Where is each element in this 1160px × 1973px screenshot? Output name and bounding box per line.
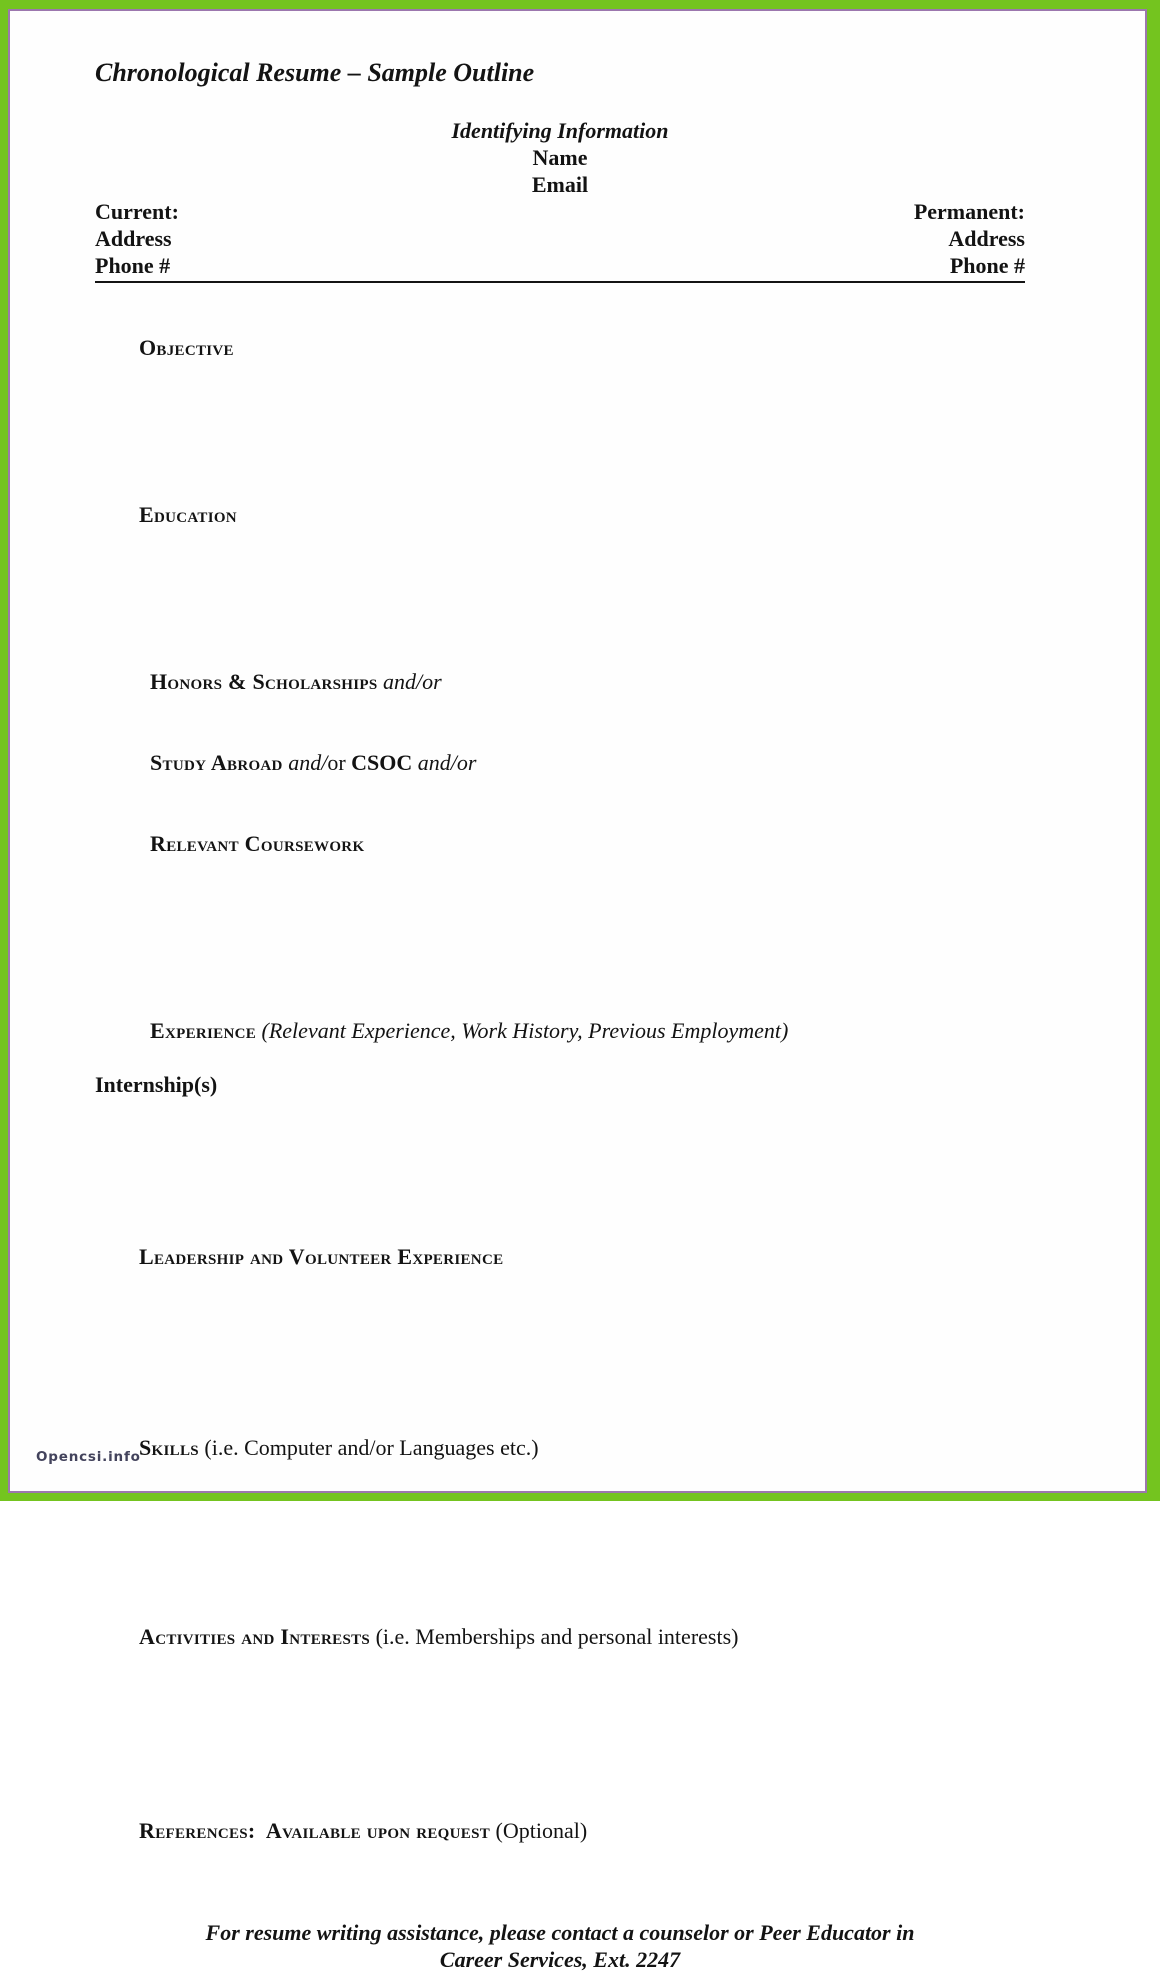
honors-line-1 xyxy=(95,641,1025,722)
study-abroad-heading: Study Abroad xyxy=(150,750,283,775)
relevant-coursework-heading: Relevant Coursework xyxy=(150,831,365,856)
study-abroad-and-slash: and/ xyxy=(282,750,328,775)
permanent-label: Permanent: xyxy=(913,199,1025,224)
permanent-phone-label: Phone # xyxy=(949,253,1025,278)
study-abroad-or: or xyxy=(327,750,346,775)
current-label: Current: xyxy=(95,199,179,224)
address-row xyxy=(95,198,1025,279)
objective-heading: Objective xyxy=(139,335,234,360)
experience-line xyxy=(95,990,1025,1071)
section-education xyxy=(95,474,1025,555)
leadership-heading: Leadership and Volunteer Experience xyxy=(139,1244,504,1269)
skills-heading: Skills xyxy=(139,1435,199,1460)
section-activities xyxy=(95,1596,1025,1677)
header-divider-rule xyxy=(95,281,1025,283)
available-upon-request-text: Available upon request xyxy=(255,1818,491,1843)
activities-heading: Activities and Interests xyxy=(139,1624,371,1649)
references-optional-text: (Optional) xyxy=(490,1818,588,1843)
honors-line-3 xyxy=(95,803,1025,884)
references-heading: References: xyxy=(139,1818,256,1843)
page-title: Chronological Resume – Sample Outline xyxy=(95,58,535,87)
document-page xyxy=(8,9,1147,1972)
current-address-label: Address xyxy=(95,226,172,251)
watermark-text: Opencsi.info xyxy=(36,1449,141,1465)
education-heading: Education xyxy=(139,502,237,527)
name-label: Name xyxy=(532,145,588,170)
activities-parenthetical: (i.e. Memberships and personal interests) xyxy=(370,1624,739,1649)
section-references xyxy=(95,1790,1025,1871)
current-address-block xyxy=(95,198,179,279)
honors-scholarships-heading: Honors & Scholarships xyxy=(150,669,378,694)
csoc-andor: and/or xyxy=(412,750,477,775)
footer-line-2: Career Services, Ext. 2247 xyxy=(439,1947,681,1972)
experience-parenthetical: (Relevant Experience, Work History, Previous Employment) xyxy=(256,1018,789,1043)
internships-label: Internship(s) xyxy=(95,1072,218,1097)
honors-andor-1: and/or xyxy=(377,669,442,694)
skills-parenthetical: (i.e. Computer and/or Languages etc.) xyxy=(198,1435,539,1460)
section-honors xyxy=(95,641,1025,884)
footer-line-1: For resume writing assistance, please contact a counselor or Peer Educator in xyxy=(205,1920,915,1945)
section-objective xyxy=(95,307,1025,388)
document-content xyxy=(10,57,1145,1973)
permanent-address-label: Address xyxy=(948,226,1025,251)
section-experience xyxy=(95,990,1025,1098)
csoc-heading: CSOC xyxy=(345,750,413,775)
section-leadership xyxy=(95,1216,1025,1297)
identifying-information-block xyxy=(95,117,1025,198)
email-label: Email xyxy=(531,172,589,197)
experience-heading: Experience xyxy=(150,1018,257,1043)
footer-note xyxy=(95,1919,1025,1973)
section-skills xyxy=(95,1407,1025,1488)
honors-line-2 xyxy=(95,722,1025,803)
current-phone-label: Phone # xyxy=(95,253,171,278)
permanent-address-block xyxy=(914,198,1025,279)
identifying-information-heading: Identifying Information xyxy=(451,118,669,143)
